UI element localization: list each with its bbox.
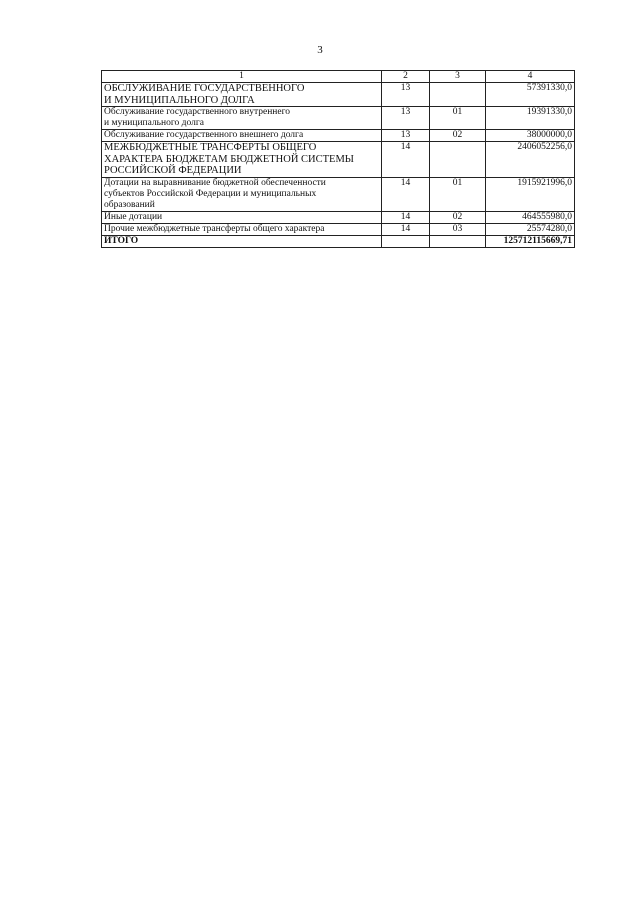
row-name-line: и муниципального долга bbox=[104, 118, 204, 128]
table-row bbox=[102, 130, 575, 142]
row-subsection-cell bbox=[430, 83, 486, 107]
row-amount-cell: 57391330,0 bbox=[486, 83, 575, 107]
row-amount-cell: 2406052256,0 bbox=[486, 142, 575, 178]
header-cell-section: 2 bbox=[382, 71, 430, 83]
row-section-cell: 13 bbox=[382, 107, 430, 130]
row-amount-cell: 464555980,0 bbox=[486, 211, 575, 223]
row-subsection-cell: 02 bbox=[430, 130, 486, 142]
table-header-row bbox=[102, 71, 575, 83]
row-subsection-cell: 01 bbox=[430, 177, 486, 211]
row-name-line: И МУНИЦИПАЛЬНОГО ДОЛГА bbox=[104, 94, 255, 106]
row-name-line: ОБСЛУЖИВАНИЕ ГОСУДАРСТВЕННОГО bbox=[104, 83, 305, 94]
row-section-cell: 14 bbox=[382, 223, 430, 235]
row-subsection-cell: 03 bbox=[430, 223, 486, 235]
total-subsection-cell bbox=[430, 235, 486, 247]
table-row bbox=[102, 107, 575, 130]
row-amount-cell: 25574280,0 bbox=[486, 223, 575, 235]
total-amount-cell: 125712115669,71 bbox=[486, 235, 575, 247]
table-row bbox=[102, 223, 575, 235]
row-section-cell: 14 bbox=[382, 177, 430, 211]
row-name-line: Дотации на выравнивание бюджетной обеспеченности bbox=[104, 177, 326, 188]
row-amount-cell: 19391330,0 bbox=[486, 107, 575, 130]
row-section-cell: 13 bbox=[382, 83, 430, 107]
row-name-cell bbox=[102, 177, 382, 211]
total-label-cell: ИТОГО bbox=[102, 235, 382, 247]
row-section-cell: 14 bbox=[382, 142, 430, 178]
row-subsection-cell: 01 bbox=[430, 107, 486, 130]
table-row bbox=[102, 177, 575, 211]
row-subsection-cell bbox=[430, 142, 486, 178]
budget-table bbox=[101, 70, 575, 248]
row-name-line: Прочие межбюджетные трансферты общего характера bbox=[104, 223, 325, 234]
row-name-line: ХАРАКТЕРА БЮДЖЕТАМ БЮДЖЕТНОЙ СИСТЕМЫ bbox=[104, 153, 354, 165]
row-amount-cell: 38000000,0 bbox=[486, 130, 575, 142]
table-row bbox=[102, 142, 575, 178]
total-row bbox=[102, 235, 575, 247]
row-name-line: Иные дотации bbox=[104, 211, 163, 222]
row-name-cell bbox=[102, 83, 382, 107]
row-name-line: образований bbox=[104, 199, 155, 210]
row-subsection-cell: 02 bbox=[430, 211, 486, 223]
row-name-line: Обслуживание государственного внешнего долга bbox=[104, 130, 304, 140]
row-name-line: субъектов Российской Федерации и муниципальных bbox=[104, 188, 317, 199]
row-name-cell bbox=[102, 211, 382, 223]
row-name-line: Обслуживание государственного внутреннего bbox=[104, 107, 291, 117]
row-name-cell bbox=[102, 223, 382, 235]
header-cell-subsection: 3 bbox=[430, 71, 486, 83]
row-name-cell bbox=[102, 107, 382, 130]
row-amount-cell: 1915921996,0 bbox=[486, 177, 575, 211]
row-section-cell: 13 bbox=[382, 130, 430, 142]
header-cell-name: 1 bbox=[102, 71, 382, 83]
header-cell-amount: 4 bbox=[486, 71, 575, 83]
table-row bbox=[102, 83, 575, 107]
row-name-cell bbox=[102, 130, 382, 142]
row-name-line: РОССИЙСКОЙ ФЕДЕРАЦИИ bbox=[104, 165, 242, 176]
total-section-cell bbox=[382, 235, 430, 247]
table-row bbox=[102, 211, 575, 223]
row-name-cell bbox=[102, 142, 382, 178]
page-number: 3 bbox=[317, 44, 323, 56]
row-name-line: МЕЖБЮДЖЕТНЫЕ ТРАНСФЕРТЫ ОБЩЕГО bbox=[104, 142, 317, 153]
row-section-cell: 14 bbox=[382, 211, 430, 223]
